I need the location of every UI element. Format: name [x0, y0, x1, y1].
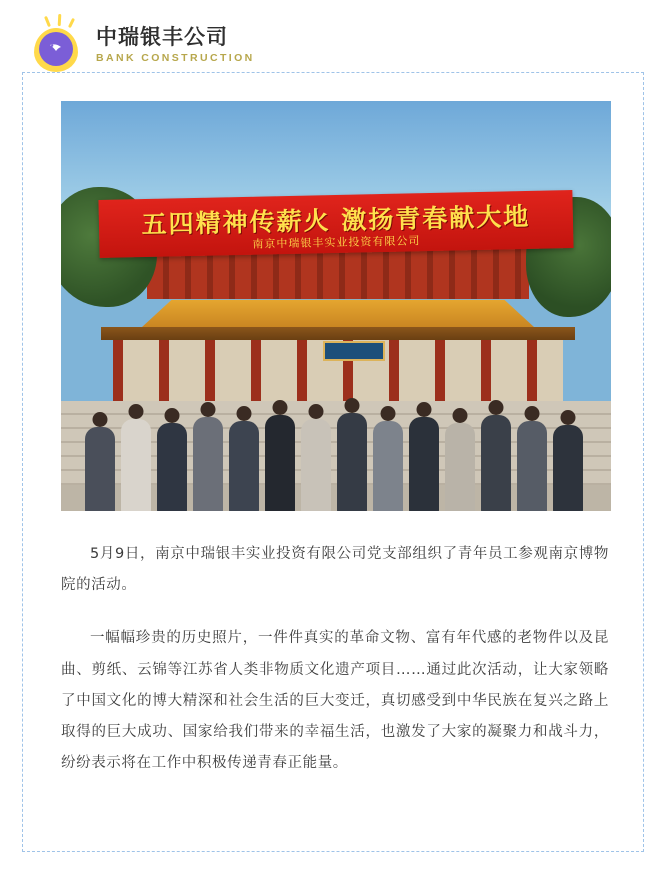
banner-sub-text: 南京中瑞银丰实业投资有限公司 — [252, 235, 421, 251]
photo-person — [229, 421, 259, 511]
photo-person-head — [165, 408, 180, 423]
bird-logo-icon — [39, 32, 73, 66]
logo-spark-icon — [68, 18, 75, 28]
photo-person-head — [417, 402, 432, 417]
content-frame — [22, 72, 644, 852]
photo-person — [301, 419, 331, 511]
photo-person — [121, 419, 151, 511]
photo-person-head — [561, 410, 576, 425]
photo-person-head — [309, 404, 324, 419]
group-photo — [61, 101, 611, 511]
article-paragraph-2: 一幅幅珍贵的历史照片，一件件真实的革命文物、富有年代感的老物件以及昆曲、剪纸、云锦等江苏省人类非物质文化遗产项目……通过此次活动，让大家领略了中国文化的博大精深和社会生活的巨大变迁，真切感受到中华民族在复兴之路上取得的巨大成功、国家给我们带来的幸福生活，也激发了大家的凝聚力和战斗力，纷纷表示将在工作中积极传递青春正能量。 — [61, 630, 609, 772]
page-header — [0, 0, 666, 78]
banner-main-text: 五四精神传薪火 激扬青春献大地 — [141, 201, 531, 240]
photo-person — [517, 421, 547, 511]
photo-person — [481, 415, 511, 511]
photo-person — [337, 413, 367, 511]
article-body — [61, 539, 609, 779]
logo-spark-icon — [58, 14, 62, 26]
photo-person — [373, 421, 403, 511]
photo-person-head — [381, 406, 396, 421]
photo-temple-plaque — [323, 341, 385, 361]
company-name-en: BANK CONSTRUCTION — [96, 52, 255, 65]
photo-temple-wall — [147, 249, 529, 299]
photo-person-head — [201, 402, 216, 417]
photo-crowd — [79, 363, 595, 511]
content-inner — [61, 101, 609, 837]
photo-person-head — [237, 406, 252, 421]
brand-block — [96, 12, 255, 64]
company-name-cn: 中瑞银丰公司 — [96, 26, 228, 49]
photo-person-head — [345, 398, 360, 413]
photo-person — [409, 417, 439, 511]
photo-person-head — [489, 400, 504, 415]
logo-spark-icon — [44, 16, 51, 27]
photo-person — [157, 423, 187, 511]
company-logo — [26, 14, 86, 74]
photo-temple-lower-roof-edge — [101, 327, 575, 340]
photo-person — [85, 427, 115, 511]
photo-red-banner — [98, 190, 573, 258]
photo-person-head — [525, 406, 540, 421]
photo-person-head — [273, 400, 288, 415]
photo-person-head — [129, 404, 144, 419]
article-paragraph-1: 5月9日，南京中瑞银丰实业投资有限公司党支部组织了青年员工参观南京博物院的活动。 — [61, 546, 609, 594]
photo-person — [445, 423, 475, 511]
photo-person — [193, 417, 223, 511]
photo-person-head — [93, 412, 108, 427]
photo-person — [553, 425, 583, 511]
photo-person-head — [453, 408, 468, 423]
photo-person — [265, 415, 295, 511]
